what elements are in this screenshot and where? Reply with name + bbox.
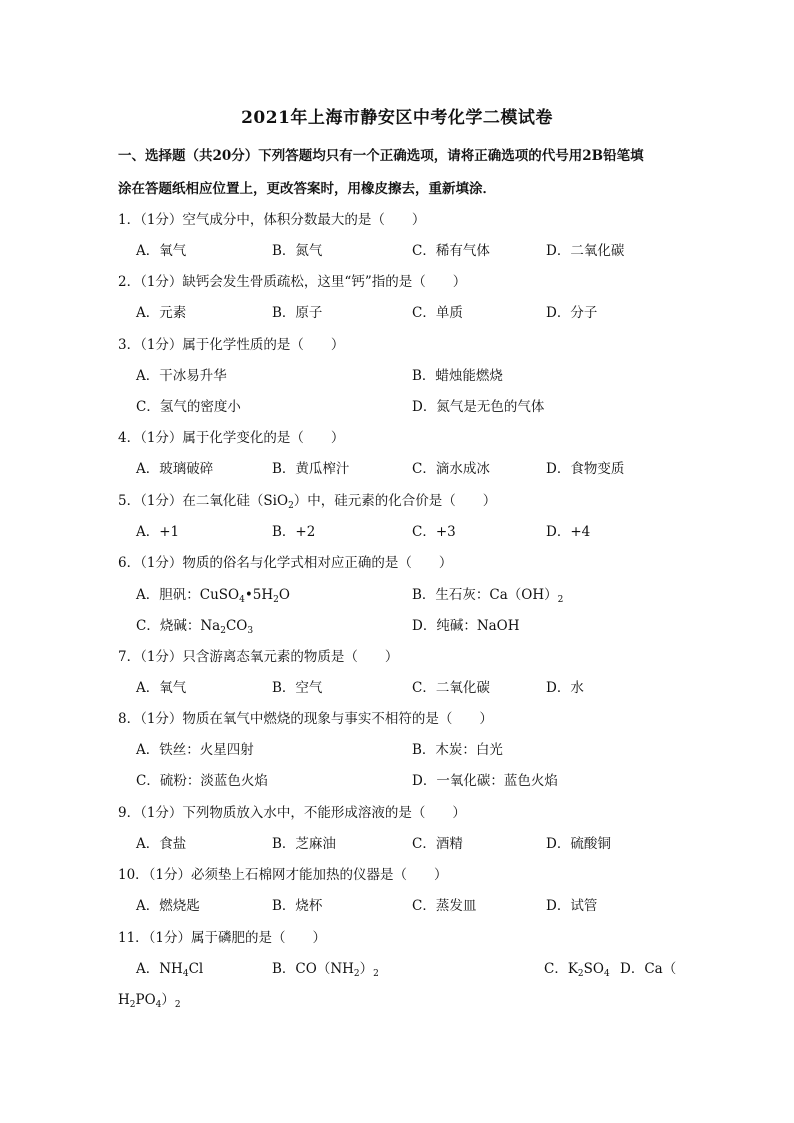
question-9-option-d: D．硫酸铜 <box>546 836 611 852</box>
question-6-option-d: D．纯碱：NaOH <box>412 618 520 634</box>
question-10-option-c: C．蒸发皿 <box>412 898 477 914</box>
question-1-option-c: C．稀有气体 <box>412 243 490 259</box>
question-2-option-a: A．元素 <box>136 305 187 321</box>
question-11-option-b: B．$CO(NH_2)_2$ <box>272 961 379 979</box>
question-7-stem: 7．（1分）只含游离态氧元素的物质是（ ） <box>118 649 399 665</box>
question-2-option-b: B．原子 <box>272 305 323 321</box>
question-9-option-c: C．酒精 <box>412 836 463 852</box>
page-title: 2021年上海市静安区中考化学二模试卷 <box>241 108 553 128</box>
question-8-option-a: A．铁丝：火星四射 <box>136 742 254 758</box>
question-4-option-d: D．食物变质 <box>546 461 625 477</box>
question-7-option-c: C．二氧化碳 <box>412 680 490 696</box>
question-5-option-a: A．+1 <box>136 524 180 540</box>
question-9-option-b: B．芝麻油 <box>272 836 336 852</box>
question-1-option-d: D．二氧化碳 <box>546 243 625 259</box>
question-6-option-a: A．胆矾：$CuSO_4•5H_2O$ <box>136 587 290 605</box>
question-6-option-c: C．烧碱：$Na_2CO_3$ <box>136 618 254 636</box>
question-5-stem: 5．（1分）在二氧化硅（SiO$_2$）中，硅元素的化合价是（ ） <box>118 493 497 511</box>
question-11-option-a: A．$NH_4Cl$ <box>136 961 204 979</box>
question-4-option-a: A．玻璃破碎 <box>136 461 214 477</box>
question-1-option-b: B．氮气 <box>272 243 323 259</box>
question-7-option-b: B．空气 <box>272 680 323 696</box>
question-9-stem: 9．（1分）下列物质放入水中，不能形成溶液的是（ ） <box>118 805 466 821</box>
question-4-stem: 4．（1分）属于化学变化的是（ ） <box>118 430 345 446</box>
question-3-option-a: A．干冰易升华 <box>136 368 227 384</box>
question-11-option-d-continued: $H_2PO_4)_2$ <box>118 992 181 1010</box>
question-3-option-b: B．蜡烛能燃烧 <box>412 368 503 384</box>
question-8-option-d: D．一氧化碳：蓝色火焰 <box>412 773 558 789</box>
question-3-stem: 3．（1分）属于化学性质的是（ ） <box>118 337 345 353</box>
question-4-option-c: C．滴水成冰 <box>412 461 490 477</box>
question-6-option-b: B．生石灰：$Ca(OH)_2$ <box>412 587 564 605</box>
question-7-option-a: A．氧气 <box>136 680 187 696</box>
question-10-stem: 10．（1分）必须垫上石棉网才能加热的仪器是（ ） <box>118 867 448 883</box>
question-1-stem: 1．（1分）空气成分中，体积分数最大的是（ ） <box>118 212 426 228</box>
question-11-stem: 11．（1分）属于磷肥的是（ ） <box>118 930 327 946</box>
question-2-stem: 2．（1分）缺钙会发生骨质疏松，这里“钙”指的是（ ） <box>118 274 467 290</box>
question-5-option-b: B．+2 <box>272 524 316 540</box>
question-1-option-a: A．氧气 <box>136 243 187 259</box>
question-10-option-d: D．试管 <box>546 898 598 914</box>
question-2-option-c: C．单质 <box>412 305 463 321</box>
question-6-stem: 6．（1分）物质的俗名与化学式相对应正确的是（ ） <box>118 555 453 571</box>
section-instructions-line-1: 一、选择题（共20分）下列答题均只有一个正确选项，请将正确选项的代号用2B铅笔填 <box>118 148 644 164</box>
question-9-option-a: A．食盐 <box>136 836 187 852</box>
question-10-option-b: B．烧杯 <box>272 898 323 914</box>
question-8-stem: 8．（1分）物质在氧气中燃烧的现象与事实不相符的是（ ） <box>118 711 493 727</box>
section-instructions-line-2: 涂在答题纸相应位置上，更改答案时，用橡皮擦去，重新填涂． <box>118 181 496 197</box>
question-3-option-d: D．氮气是无色的气体 <box>412 399 545 415</box>
question-8-option-b: B．木炭：白光 <box>412 742 503 758</box>
question-4-option-b: B．黄瓜榨汁 <box>272 461 350 477</box>
question-11-option-c: C．$K_2SO_4$ <box>544 961 610 979</box>
question-8-option-c: C．硫粉：淡蓝色火焰 <box>136 773 268 789</box>
question-7-option-d: D．水 <box>546 680 584 696</box>
question-5-option-c: C．+3 <box>412 524 456 540</box>
question-3-option-c: C．氢气的密度小 <box>136 399 241 415</box>
question-5-option-d: D．+4 <box>546 524 591 540</box>
question-2-option-d: D．分子 <box>546 305 598 321</box>
question-11-option-d: D．Ca（ <box>620 961 677 977</box>
question-10-option-a: A．燃烧匙 <box>136 898 200 914</box>
